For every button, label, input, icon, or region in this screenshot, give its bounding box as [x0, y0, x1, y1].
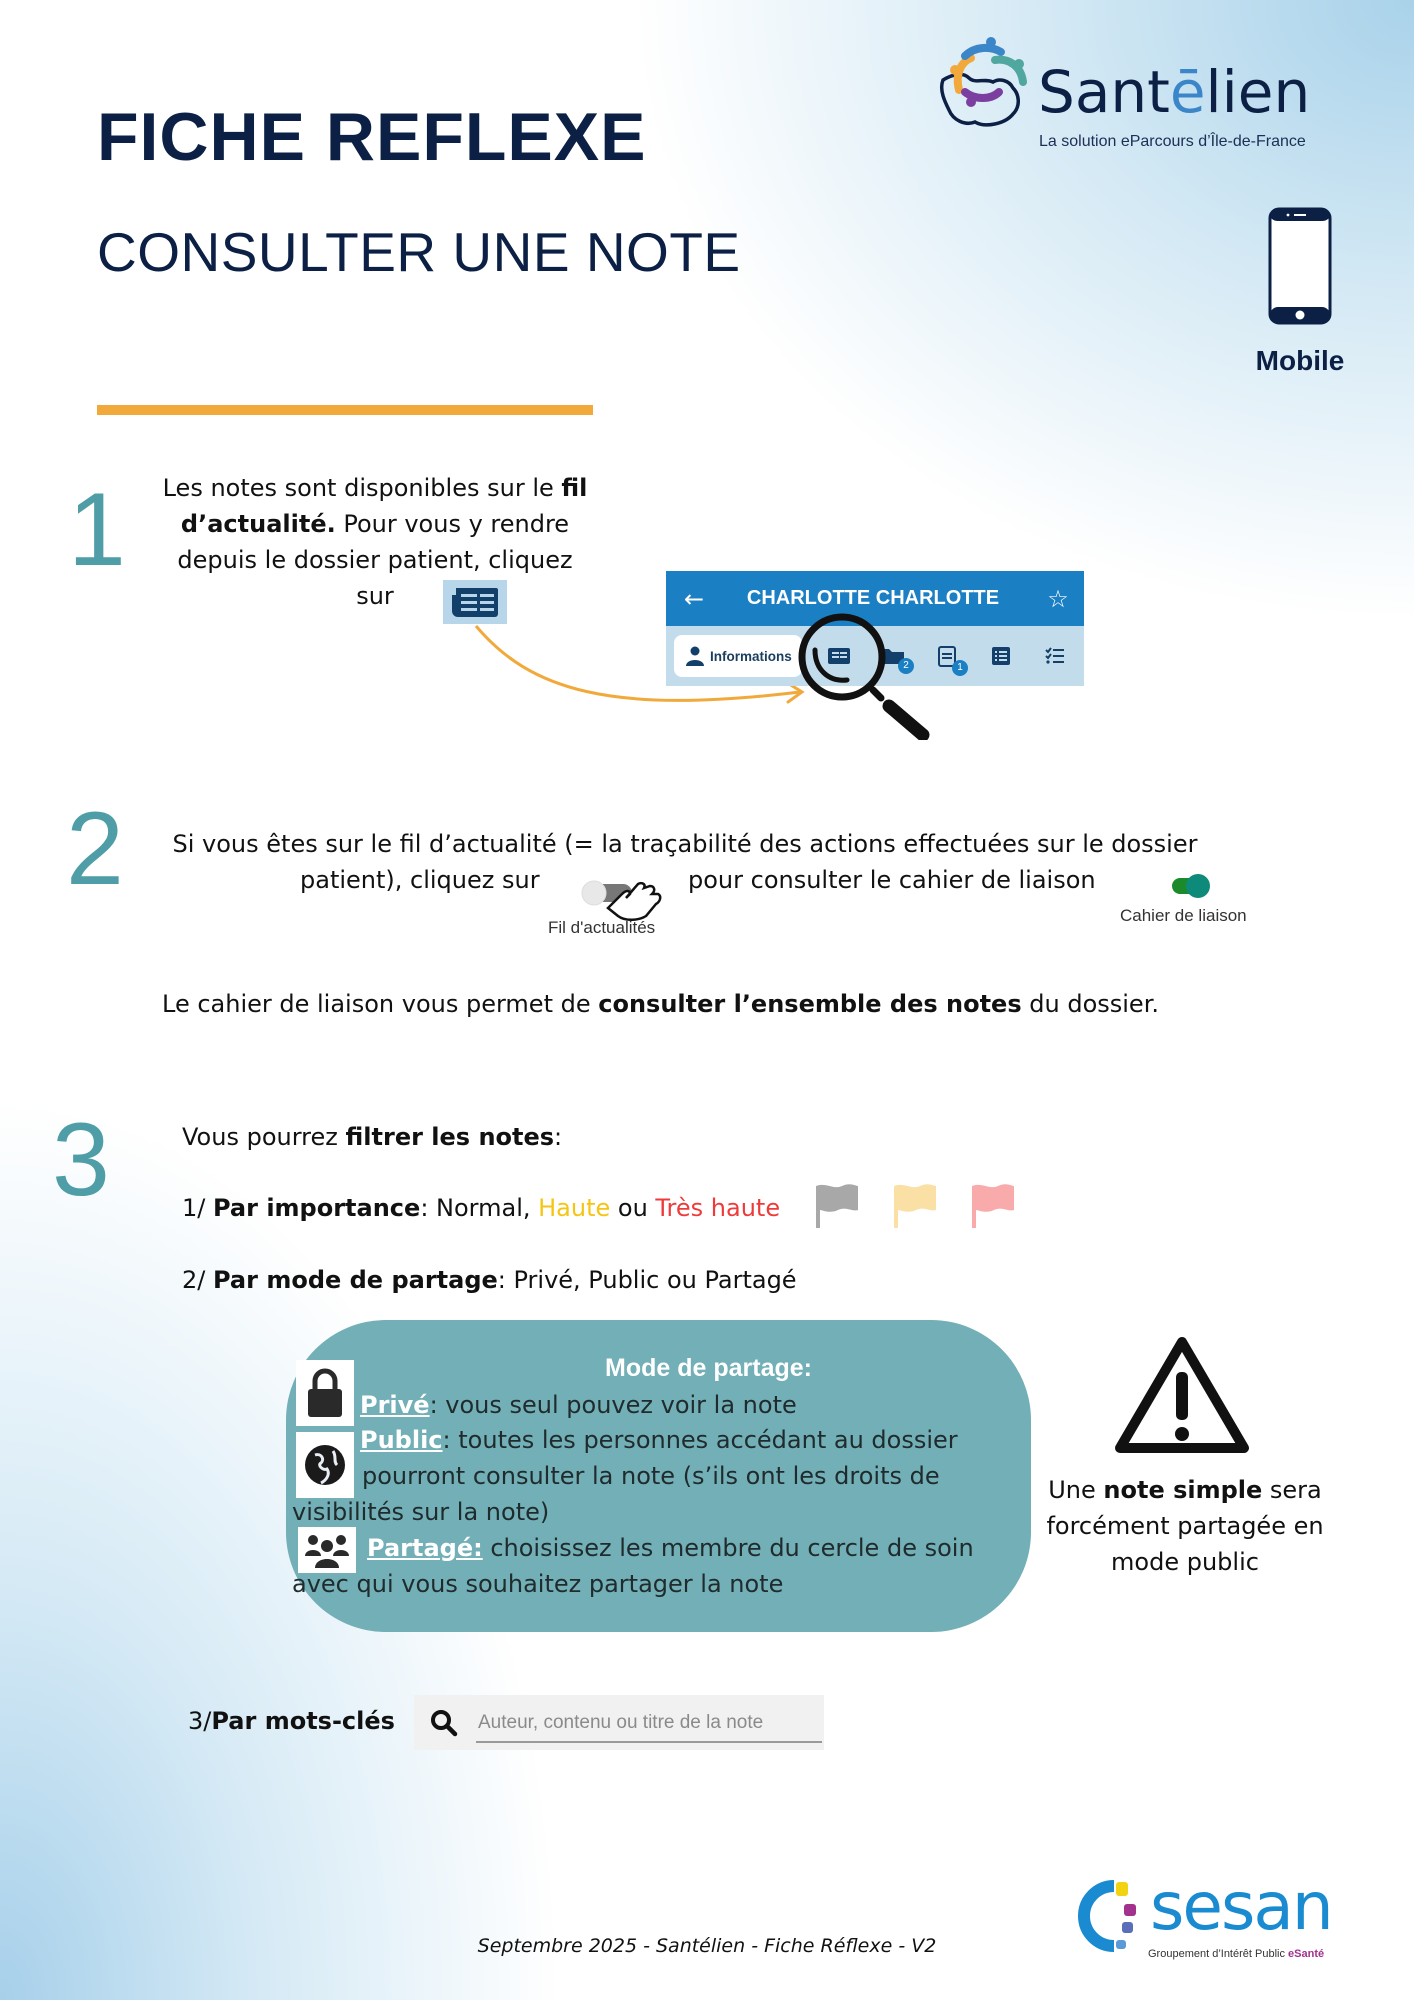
step-number-3: 3 — [52, 1102, 110, 1218]
keyword-search-bar — [414, 1695, 824, 1750]
toggle-cahier-de-liaison[interactable] — [1170, 872, 1214, 904]
warning-text: Une note simple sera forcément partagée en mode public — [1046, 1476, 1324, 1576]
santelien-emblem-icon — [935, 30, 1035, 140]
toggle-cahier-label: Cahier de liaison — [1120, 906, 1247, 925]
documents-badge: 2 — [898, 658, 914, 674]
toggle-fil-label: Fil d'actualités — [548, 918, 656, 937]
page-subtitle: CONSULTER UNE NOTE — [97, 221, 741, 283]
share-public-line3: visibilités sur la note) — [292, 1498, 550, 1526]
filter-sharing-mode: 2/ Par mode de partage: Privé, Public ou Partagé — [182, 1266, 797, 1294]
tab-checklist[interactable] — [1028, 646, 1082, 666]
filter-keywords-label: 3/Par mots-clés — [188, 1707, 395, 1735]
share-public-line1: Public: toutes les personnes accédant au dossier — [360, 1426, 958, 1454]
sharing-mode-title: Mode de partage: — [605, 1354, 812, 1382]
keyword-search-input[interactable] — [476, 1705, 822, 1743]
step2-instructions-line1: Si vous êtes sur le fil d’actualité (= la traçabilité des actions effectuées sur le dossier — [172, 830, 1198, 858]
person-icon — [686, 646, 704, 666]
flag-normal-icon[interactable] — [812, 1180, 862, 1230]
title-divider — [97, 405, 593, 415]
step-number-2: 2 — [66, 791, 124, 907]
step2-instructions-line2a: patient), cliquez sur — [300, 866, 540, 894]
footer-text: Septembre 2025 - Santélien - Fiche Réflexe - V2 — [477, 1935, 937, 1957]
star-icon[interactable]: ☆ — [1047, 584, 1069, 613]
patient-name: CHARLOTTE CHARLOTTE — [746, 587, 1000, 609]
back-arrow-icon[interactable]: ← — [683, 584, 705, 613]
step2-note: Le cahier de liaison vous permet de consulter l’ensemble des notes du dossier. — [162, 990, 1159, 1018]
globe-icon — [296, 1432, 354, 1498]
step-number-1: 1 — [68, 472, 126, 588]
santelien-tagline: La solution eParcours d’Île-de-France — [1039, 133, 1306, 150]
sesan-logo — [1070, 1868, 1340, 1966]
sesan-tagline: Groupement d’Intérêt Public eSanté — [1148, 1948, 1325, 1960]
share-prive-line: Privé: vous seul pouvez voir la note — [360, 1391, 797, 1419]
flag-tres-haute-icon[interactable] — [968, 1180, 1018, 1230]
sesan-emblem-icon — [1070, 1876, 1150, 1956]
share-partage-line1: Partagé: choisissez les membre du cercle de soin — [367, 1534, 974, 1562]
checklist-icon — [1045, 646, 1065, 666]
step1-instructions: Les notes sont disponibles sur le fil d’actualité. Pour vous y rendre depuis le dossier patient, cliquez sur — [162, 474, 588, 610]
tab-informations[interactable] — [674, 635, 802, 677]
filter-intro: Vous pourrez filtrer les notes: — [182, 1123, 563, 1151]
tab-list[interactable] — [974, 646, 1028, 666]
filter-importance: 1/ Par importance: Normal, Haute ou Très haute — [182, 1194, 781, 1222]
page-title: FICHE REFLEXE — [97, 99, 647, 175]
sesan-wordmark: sesan — [1150, 1868, 1332, 1945]
step2-instructions-line2b: pour consulter le cahier de liaison — [688, 866, 1096, 894]
smartphone-icon — [1268, 207, 1332, 329]
share-public-line2: pourront consulter la note (s’ils ont les droits de — [362, 1462, 940, 1490]
search-icon[interactable] — [430, 1709, 458, 1737]
share-partage-line2: avec qui vous souhaitez partager la note — [292, 1570, 784, 1598]
warning-icon — [1112, 1334, 1252, 1460]
flag-haute-icon[interactable] — [890, 1180, 940, 1230]
magnifier-icon — [795, 610, 935, 740]
toggle-fil-actualites[interactable] — [584, 880, 642, 904]
tab-informations-label: Informations — [710, 648, 792, 664]
lock-icon — [296, 1360, 354, 1426]
news-feed-icon — [443, 580, 507, 624]
santelien-wordmark: Santēlien — [1038, 58, 1311, 126]
notes-badge: 1 — [952, 660, 968, 676]
list-icon — [991, 646, 1011, 666]
importance-flags — [812, 1180, 1018, 1230]
platform-label: Mobile — [1255, 345, 1345, 376]
